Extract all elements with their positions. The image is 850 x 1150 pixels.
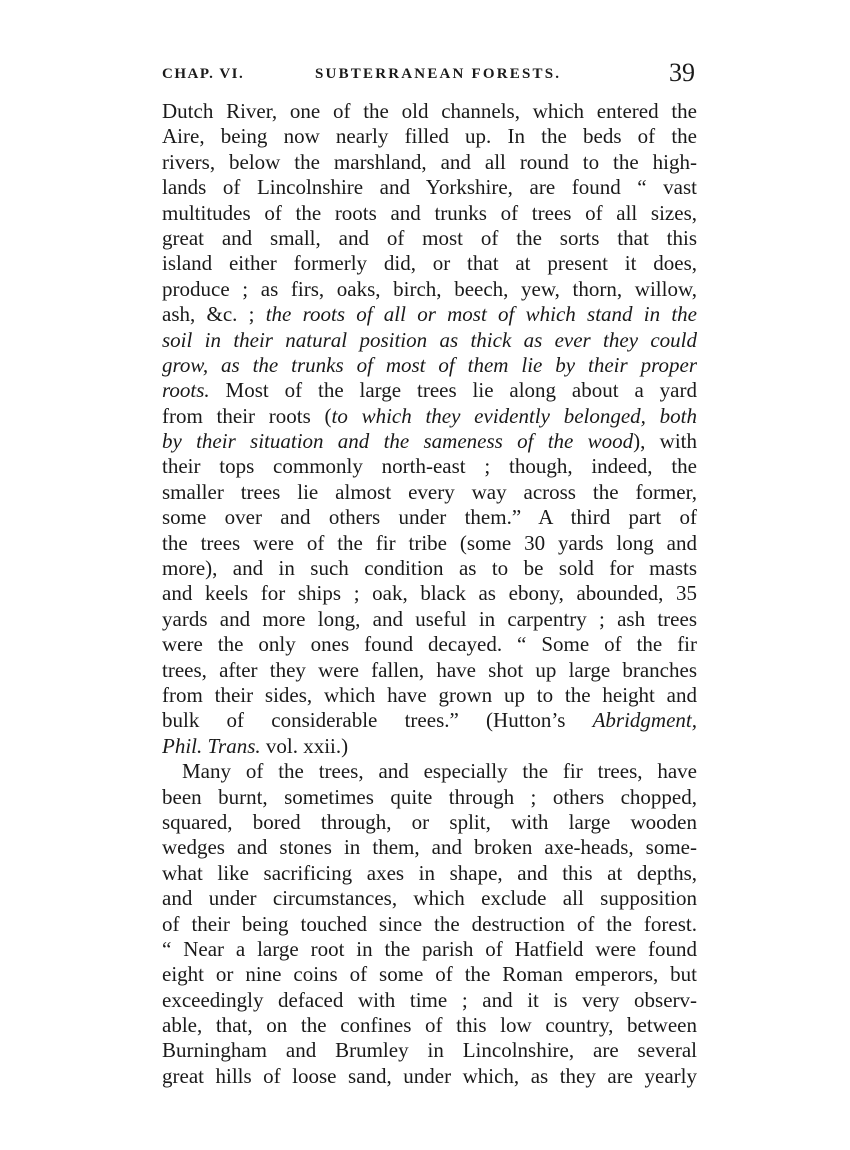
text-segment: produce ; as firs, oaks, birch, beech, yew, thorn, willow, [162, 276, 697, 301]
text-line [162, 1064, 697, 1089]
text-segment: great hills of loose sand, under which, as they are yearly [162, 1063, 697, 1088]
text-line [162, 734, 697, 759]
text-line [162, 708, 697, 733]
text-line [162, 912, 697, 937]
text-line [162, 454, 697, 479]
text-segment: of their being touched since the destruction of the forest. [162, 911, 697, 936]
text-segment: multitudes of the roots and trunks of trees of all sizes, [162, 200, 697, 225]
italic-segment: Abridgment, [592, 708, 697, 733]
text-line [162, 1038, 697, 1063]
text-line [162, 99, 697, 124]
text-line [162, 353, 697, 378]
text-segment: vol. xxii.) [260, 733, 349, 758]
text-line [162, 886, 697, 911]
text-line [162, 937, 697, 962]
running-head [162, 58, 697, 92]
italic-segment: by their situation and the sameness of the wood [162, 429, 634, 454]
italic-segment: the roots of all or most of which stand in the [265, 302, 697, 327]
text-line [162, 962, 697, 987]
text-line [162, 150, 697, 175]
text-segment: yards and more long, and useful in carpentry ; ash trees [162, 606, 697, 631]
text-segment: wedges and stones in them, and broken axe-heads, some- [162, 835, 697, 860]
text-segment: more), and in such condition as to be sold for masts [162, 556, 697, 581]
text-segment: trees, after they were fallen, have shot up large branches [162, 657, 697, 682]
text-line [162, 277, 697, 302]
text-segment: from their sides, which have grown up to the height and [162, 682, 697, 707]
text-segment: were the only ones found decayed. “ Some of the fir [162, 632, 697, 657]
text-line [162, 861, 697, 886]
text-line [162, 404, 697, 429]
text-segment: and keels for ships ; oak, black as ebony, abounded, 35 [162, 581, 697, 606]
body-text [162, 99, 697, 1089]
text-line [162, 658, 697, 683]
text-line [162, 581, 697, 606]
text-line [162, 201, 697, 226]
text-line [162, 429, 697, 454]
text-line [162, 683, 697, 708]
text-line [162, 328, 697, 353]
text-segment: squared, bored through, or split, with large wooden [162, 809, 697, 834]
text-segment: and under circumstances, which exclude all supposition [162, 886, 697, 911]
text-line [162, 632, 697, 657]
running-title: SUBTERRANEAN FORESTS. [315, 66, 562, 82]
text-line [162, 759, 697, 784]
text-segment: exceedingly defaced with time ; and it is very observ- [162, 987, 697, 1012]
text-segment: some over and others under them.” A third part of [162, 505, 697, 530]
text-segment: Many of the trees, and especially the fir trees, have [182, 759, 697, 784]
text-segment: been burnt, sometimes quite through ; others chopped, [162, 784, 697, 809]
text-line [162, 556, 697, 581]
text-segment: “ Near a large root in the parish of Hatfield were found [162, 936, 697, 961]
text-segment: Burningham and Brumley in Lincolnshire, are several [162, 1038, 697, 1063]
italic-segment: Phil. Trans. [162, 733, 261, 758]
text-line [162, 810, 697, 835]
text-line [162, 835, 697, 860]
text-segment: great and small, and of most of the sorts that this [162, 225, 697, 250]
text-line [162, 531, 697, 556]
text-segment: ), with [633, 429, 697, 454]
italic-segment: soil in their natural position as thick as ever they could [162, 327, 697, 352]
italic-segment: grow, as the trunks of most of them lie by their proper [162, 352, 697, 377]
text-line [162, 1013, 697, 1038]
text-segment: what like sacrificing axes in shape, and this at depths, [162, 860, 697, 885]
text-line [162, 378, 697, 403]
text-segment: Dutch River, one of the old channels, which entered the [162, 99, 697, 123]
text-segment: their tops commonly north-east ; though, indeed, the [162, 454, 697, 479]
text-line [162, 785, 697, 810]
text-segment: Aire, being now nearly filled up. In the beds of the [162, 124, 697, 149]
text-segment: bulk of considerable trees.” (Hutton’s [162, 708, 593, 733]
text-line [162, 302, 697, 327]
chapter-label: CHAP. VI. [162, 66, 245, 82]
text-segment: smaller trees lie almost every way across the former, [162, 479, 697, 504]
italic-segment: to which they evidently belonged, both [331, 403, 697, 428]
text-segment: the trees were of the fir tribe (some 30 yards long and [162, 530, 697, 555]
text-segment: rivers, below the marshland, and all round to the high- [162, 149, 697, 174]
text-line [162, 175, 697, 200]
page-number: 39 [669, 58, 695, 87]
text-line [162, 607, 697, 632]
text-segment: able, that, on the confines of this low country, between [162, 1013, 697, 1038]
text-segment: ash, &c. ; [162, 302, 266, 327]
text-line [162, 124, 697, 149]
text-line [162, 505, 697, 530]
text-segment: eight or nine coins of some of the Roman emperors, but [162, 962, 697, 987]
text-line [162, 988, 697, 1013]
text-segment: lands of Lincolnshire and Yorkshire, are found “ vast [162, 175, 697, 200]
text-line [162, 251, 697, 276]
text-segment: island either formerly did, or that at present it does, [162, 251, 697, 276]
text-segment: from their roots ( [162, 403, 332, 428]
text-segment: Most of the large trees lie along about a yard [209, 378, 697, 403]
text-line [162, 480, 697, 505]
italic-segment: roots. [162, 378, 210, 403]
text-line [162, 226, 697, 251]
